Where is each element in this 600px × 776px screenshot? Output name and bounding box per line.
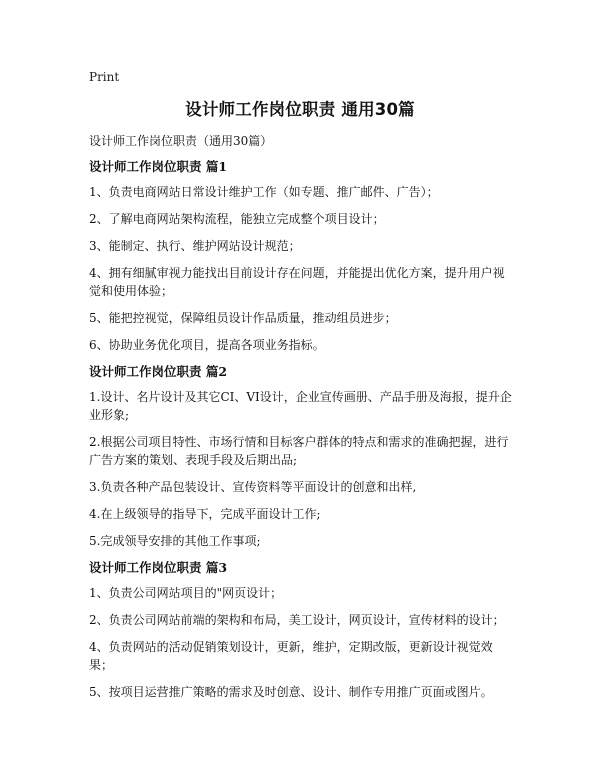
list-item: 5.完成领导安排的其他工作事项; (89, 534, 261, 548)
list-item: 3、能制定、执行、维护网站设计规范； (89, 239, 301, 253)
list-item: 4.在上级领导的指导下，完成平面设计工作; (89, 507, 321, 521)
list-item: 2.根据公司项目特性、市场行情和目标客户群体的特点和需求的准确把握，进行广告方案的策划、表现手段及后期出品; (89, 435, 509, 467)
section-heading-3: 设计师工作岗位职责 篇3 (89, 560, 228, 575)
list-item: 4、负责网站的活动促销策划设计，更新，维护，定期改版，更新设计视觉效果； (89, 640, 493, 672)
list-item: 2、负责公司网站前端的架构和布局，美工设计，网页设计，宣传材料的设计； (89, 613, 505, 627)
list-item: 1.设计、名片设计及其它CI、VI设计，企业宣传画册、产品手册及海报，提升企业形象; (89, 390, 512, 422)
list-item: 6、协助业务优化项目，提高各项业务指标。 (89, 338, 325, 352)
document-body (89, 132, 514, 710)
list-item: 3.负责各种产品包装设计、宣传资料等平面设计的创意和出样, (89, 480, 417, 494)
section-heading-2: 设计师工作岗位职责 篇2 (89, 364, 228, 379)
list-item: 1、负责电商网站日常设计维护工作（如专题、推广邮件、广告）； (89, 185, 439, 199)
list-item: 2、了解电商网站架构流程，能独立完成整个项目设计； (89, 212, 385, 226)
print-label: Print (89, 70, 120, 84)
page-title: 设计师工作岗位职责 通用30篇 (185, 100, 415, 119)
list-item: 5、按项目运营推广策略的需求及时创意、设计、制作专用推广页面或图片。 (89, 685, 493, 699)
section-heading-1: 设计师工作岗位职责 篇1 (89, 159, 228, 174)
list-item: 5、能把控视觉，保障组员设计作品质量，推动组员进步； (89, 311, 397, 325)
list-item: 1、负责公司网站项目的"网页设计； (89, 586, 283, 600)
document-subtitle: 设计师工作岗位职责（通用30篇） (89, 134, 273, 148)
list-item: 4、拥有细腻审视力能找出目前设计存在问题，并能提出优化方案，提升用户视觉和使用体验； (89, 266, 505, 298)
